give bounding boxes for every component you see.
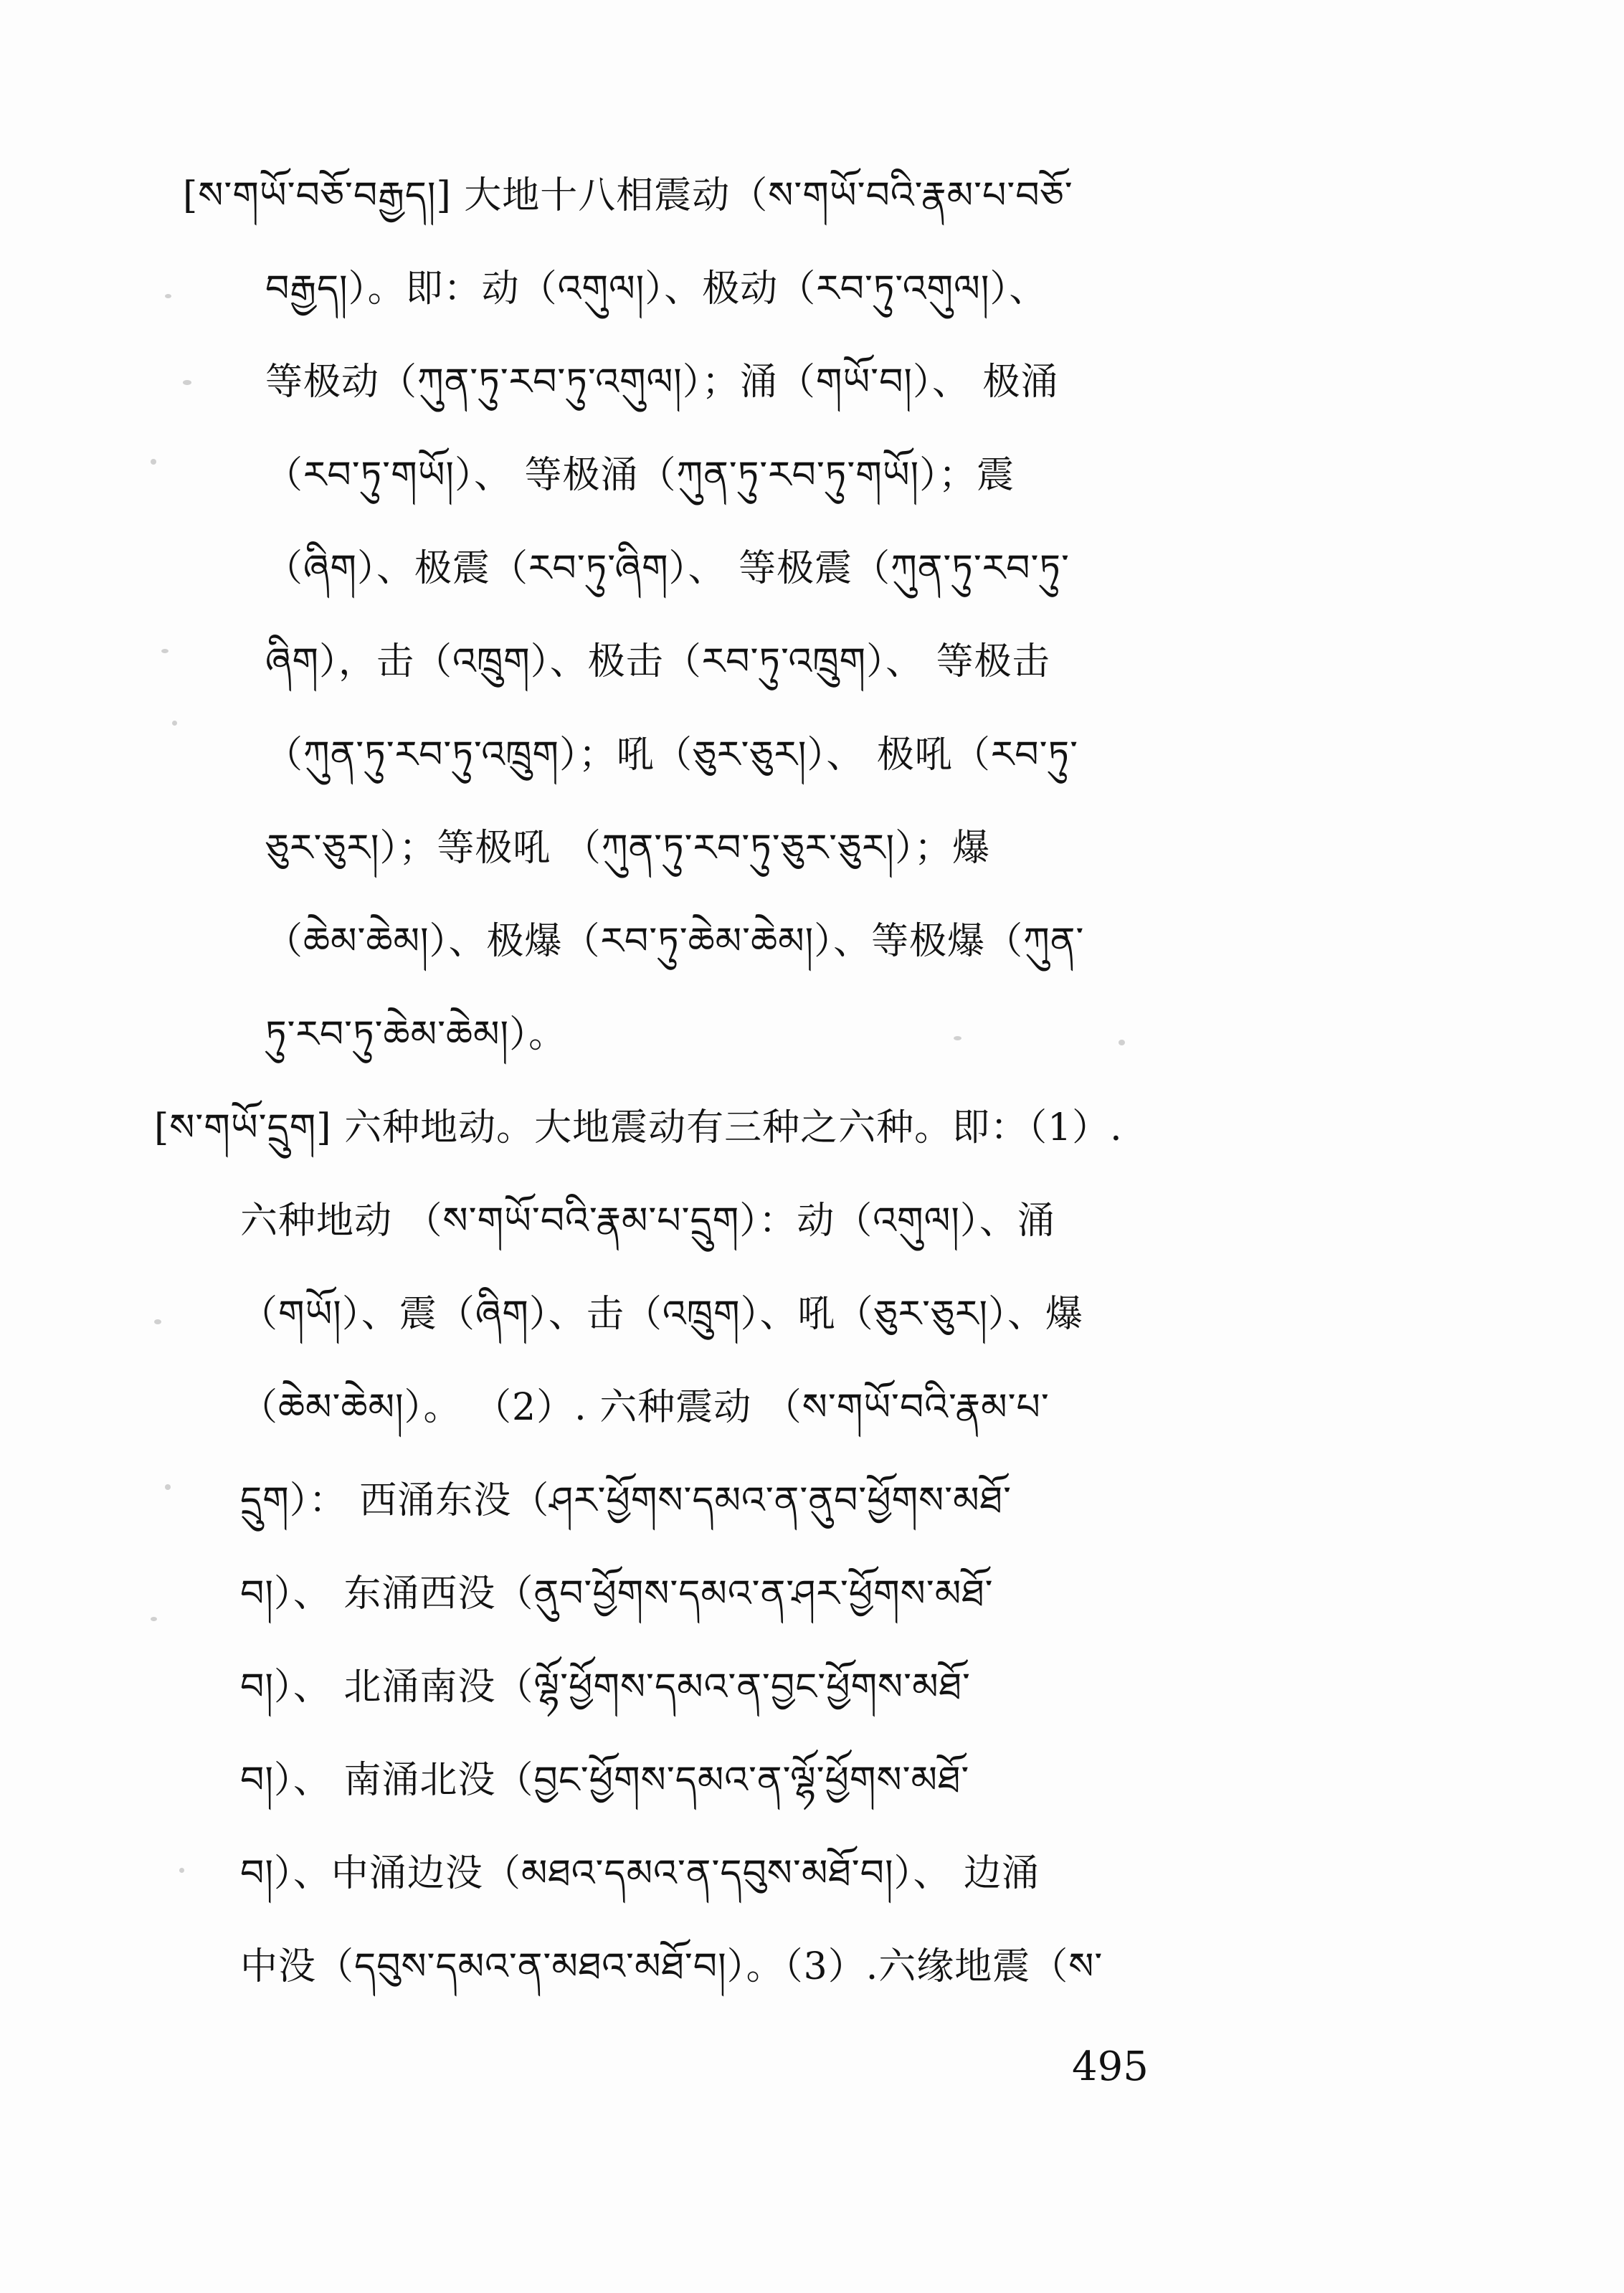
text-line: དྲུག）： 西涌东没（ཤར་ཕྱོགས་དམའ་ན་ནུབ་ཕྱོགས་མཐོ་ — [240, 1479, 1012, 1522]
scan-speck — [183, 380, 191, 385]
scan-speck — [1119, 1040, 1125, 1045]
text-line: （གཡོ།）、震（ཞིག）、击（འཁྲུག）、吼（ཅུར་ཅུར།）、爆 — [240, 1293, 1084, 1336]
text-line: （ཞིག）、极震（རབ་ཏུ་ཞིག）、 等极震（ཀུན་ཏུ་རབ་ཏུ་ — [265, 547, 1070, 590]
text-line: བ།）、 南涌北没（བྱང་ཕྱོགས་དམའ་ན་ལྷོ་ཕྱོགས་མཐོ་ — [240, 1759, 970, 1802]
text-line: ཏུ་རབ་ཏུ་ཆེམ་ཆེམ།）。 — [265, 1013, 567, 1056]
text-line: [ས་གཡོ་དྲུག] 六种地动。大地震动有三种之六种。即：（1）. — [154, 1106, 1123, 1149]
scan-speck — [165, 1484, 171, 1490]
text-line: （ཀུན་ཏུ་རབ་ཏུ་འཁྲུག）；吼（ཅུར་ཅུར།）、 极吼（རབ་ཏུ་ — [265, 734, 1079, 777]
scan-speck — [179, 1868, 184, 1873]
text-line: 中没（དབུས་དམའ་ན་མཐའ་མཐོ་བ།）。（3）.六缘地震（ས་ — [240, 1945, 1103, 1988]
text-line: བརྒྱད།）。即：动（འགུལ།）、极动（རབ་ཏུ་འགུལ།）、 — [265, 267, 1048, 310]
scan-speck — [172, 721, 177, 726]
text-line: ཅུར་ཅུར།）；等极吼 （ཀུན་ཏུ་རབ་ཏུ་ཅུར་ཅུར།）；爆 — [265, 827, 991, 870]
scan-speck — [954, 1036, 961, 1040]
text-line: བ།）、 东涌西没（ནུབ་ཕྱོགས་དམའ་ན་ཤར་ཕྱོགས་མཐོ་ — [240, 1572, 994, 1615]
text-line: 六种地动 （ས་གཡོ་བའི་རྣམ་པ་དྲུག）：动（འགུལ།）、涌 — [240, 1200, 1055, 1243]
page-number: 495 — [1072, 2043, 1149, 2090]
text-line: （ཆེམ་ཆེམ།）。 （2）. 六种震动 （ས་གཡོ་བའི་རྣམ་པ་ — [240, 1386, 1050, 1429]
text-line: 等极动（ཀུན་ཏུ་རབ་ཏུ་འགུལ།）；涌（གཡོ་བ།）、 极涌 — [265, 361, 1059, 404]
scan-speck — [161, 649, 168, 653]
text-line: བ།）、 北涌南没（ལྷོ་ཕྱོགས་དམའ་ན་བྱང་ཕྱོགས་མཐོ་ — [240, 1666, 971, 1709]
scan-speck — [154, 1319, 161, 1324]
scan-speck — [165, 294, 171, 298]
text-line: བ།）、中涌边没（མཐའ་དམའ་ན་དབུས་མཐོ་བ།）、 边涌 — [240, 1852, 1040, 1895]
text-line: ཞིག），击（འཁྲུག）、极击（རབ་ཏུ་འཁྲུག）、 等极击 — [265, 640, 1050, 683]
text-line: （རབ་ཏུ་གཡོ།）、 等极涌（ཀུན་ཏུ་རབ་ཏུ་གཡོ།）；震 — [265, 454, 1015, 497]
text-line: （ཆེམ་ཆེམ།）、极爆（རབ་ཏུ་ཆེམ་ཆེམ།）、等极爆（ཀུན་ — [265, 920, 1085, 963]
text-line: [ས་གཡོ་བཅོ་བརྒྱད།] 大地十八相震动（ས་གཡོ་བའི་རྣམ་པ་བཅོ་ — [183, 174, 1073, 217]
scan-speck — [151, 459, 156, 465]
scan-speck — [151, 1617, 157, 1621]
